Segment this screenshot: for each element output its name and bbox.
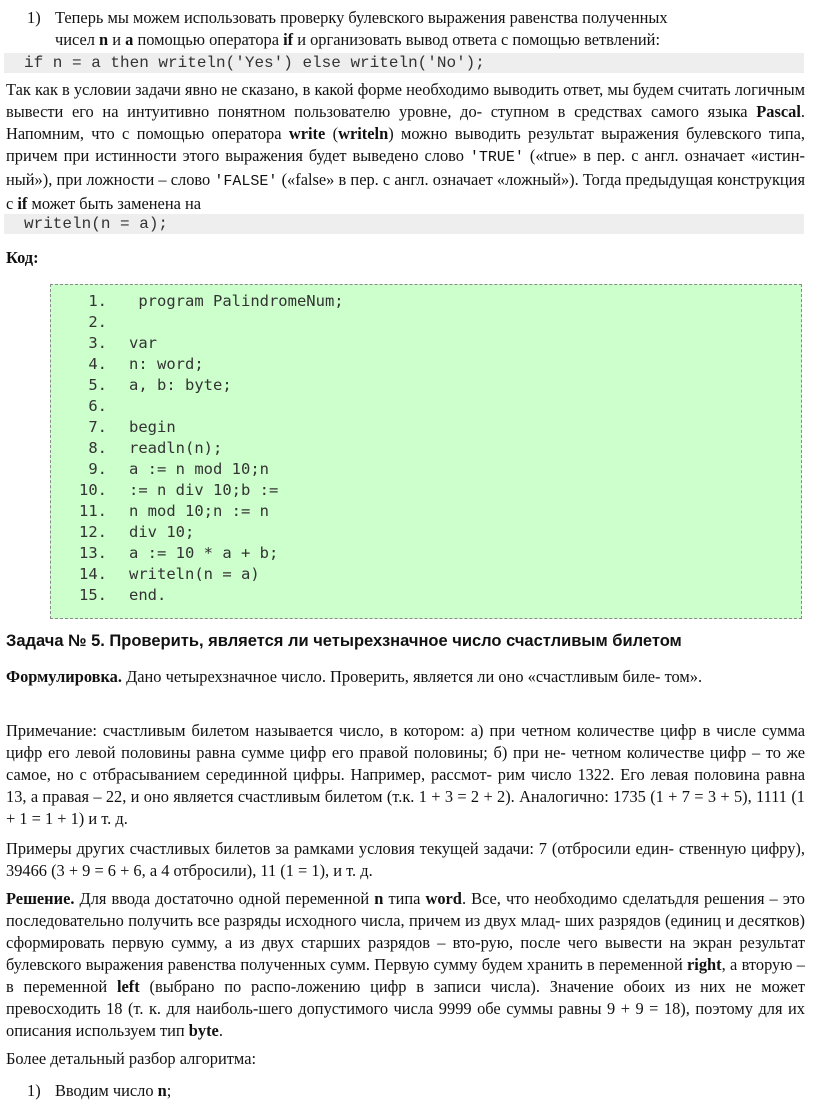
keyword: left <box>116 977 140 996</box>
keyword: right <box>687 955 722 974</box>
line-number: 1. <box>88 292 107 310</box>
text: ) можно выводить результат выражения булевского типа, причем при истинности этого выражения будет выведено слово <box>6 124 805 165</box>
keyword: Решение. <box>6 889 75 908</box>
code-text: := n div 10;b := <box>129 481 279 499</box>
line-number: 2. <box>88 313 107 331</box>
keyword: n <box>99 30 109 49</box>
keyword: Pascal <box>756 102 801 121</box>
code-line <box>71 585 166 606</box>
code-text: var <box>129 334 157 352</box>
text: . Все, что необходимо сделатьдля решения – это последовательно получить все разряды исходного числа, причем из двух млад- ших разрядов (единиц и десятков) сформировать первую сумму, а из двух старших разрядов – вто-рую, после чего вывести на экран результат булевского выражения равенства полученных сумм. Первую сумму будем хранить в переменной <box>6 889 805 974</box>
code-text: div 10; <box>129 523 195 541</box>
line-number: 4. <box>88 355 107 373</box>
code-line <box>71 291 344 312</box>
keyword: write <box>288 124 326 143</box>
keyword: n <box>157 1081 167 1100</box>
text: ; <box>166 1081 172 1100</box>
keyword: if <box>17 194 28 213</box>
text: может быть заменена на <box>27 194 202 213</box>
line-number: 6. <box>88 397 107 415</box>
code-text: end. <box>129 586 167 604</box>
text: , а вторую – в переменной <box>6 955 805 996</box>
code-line <box>71 522 194 543</box>
inline-code: 'TRUE' <box>469 149 524 166</box>
text: Дано четырехзначное число. Проверить, является ли оно «счастливым биле- том». <box>121 667 703 686</box>
paragraph-detail: Более детальный разбор алгоритма: <box>6 1049 257 1068</box>
list-number: 1) <box>27 8 41 27</box>
code-text: a := n mod 10;n <box>129 460 269 478</box>
line-number: 14. <box>79 565 107 583</box>
text: Для ввода достаточно одной переменной <box>74 889 375 908</box>
code-line <box>71 480 278 501</box>
line-number: 7. <box>88 418 107 436</box>
code-line <box>71 459 269 480</box>
code-line <box>71 375 232 396</box>
text: и <box>108 30 126 49</box>
line-number: 13. <box>79 544 107 562</box>
code-text: writeln(n = a) <box>129 565 260 583</box>
line-number: 15. <box>79 586 107 604</box>
code-label: Код: <box>6 248 39 267</box>
code-listing <box>50 284 802 619</box>
code-text: n: word; <box>129 355 204 373</box>
text: («true» в пер. с англ. означает «истин- ный»), при ложности – слово <box>6 146 805 189</box>
line-number: 10. <box>79 481 107 499</box>
line-number: 3. <box>88 334 107 352</box>
line-number: 11. <box>79 502 107 520</box>
text: . <box>218 1021 223 1040</box>
code-line <box>71 354 204 375</box>
code-line <box>71 396 129 417</box>
keyword: word <box>425 889 462 908</box>
text: чисел <box>55 30 100 49</box>
task-heading: Задача № 5. Проверить, является ли четырехзначное число счастливым билетом <box>6 632 682 650</box>
text: (выбрано по распо-ложению цифр в записи числа). Значение обоих из них не может превосходить 18 (т. к. для наиболь-шего допустимого числа 9999 обе суммы равны 9 + 9 = 18), поэтому для их описания используем тип <box>6 977 805 1040</box>
text: ( <box>325 124 339 143</box>
keyword: if <box>283 30 294 49</box>
keyword: byte <box>188 1021 219 1040</box>
paragraph-formulation <box>6 666 805 688</box>
code-line <box>71 312 129 333</box>
paragraph-note: Примечание: счастливым билетом называется число, в котором: а) при четном количестве цифр в числе сумма цифр его левой половины равна сумме цифр его правой половины; б) при не- четном количестве цифр – то же самое, но с отбрасыванием серединной цифры. Например, рассмот- рим число 1322. Его левая половина равна 13, а правая – 22, и оно является счастливым билетом (т.к. 1 + 3 = 2 + 2). Аналогично: 1735 (1 + 7 = 3 + 5), 1111 (1 + 1 = 1 + 1) и т. д. <box>6 721 805 828</box>
code-text: begin <box>129 418 176 436</box>
keyword: Формулировка. <box>6 667 122 686</box>
code-text: n mod 10;n := n <box>129 502 269 520</box>
keyword: a <box>125 30 134 49</box>
paragraph-examples: Примеры других счастливых билетов за рамками условия текущей задачи: 7 (отбросили един- ственную цифру), 39466 (3 + 9 = 6 + 6, а 4 отбросили), 11 (1 = 1), и т. д. <box>6 839 805 880</box>
paragraph-solution <box>6 888 805 1042</box>
line-number: 9. <box>88 460 107 478</box>
text: типа <box>383 889 426 908</box>
text: и организовать вывод ответа с помощью ветвлений: <box>293 30 661 49</box>
list-item-input-number <box>27 1080 805 1102</box>
text: Теперь мы можем использовать проверку булевского выражения равенства полученных <box>55 8 668 27</box>
code-line <box>71 564 260 585</box>
code-text: readln(n); <box>129 439 223 457</box>
code-text: a, b: byte; <box>129 376 232 394</box>
keyword: writeln <box>338 124 389 143</box>
code-text: a := 10 * a + b; <box>129 544 279 562</box>
text: Так как в условии задачи явно не сказано, в какой форме необходимо выводить ответ, мы будем считать логичным вывести его на интуитивно понятном пользователю уровне, до- ступном в средствах самого языка <box>6 80 805 121</box>
code-line <box>71 438 222 459</box>
code-snippet-if: if n = a then writeln('Yes') else writeln('No'); <box>4 53 804 73</box>
code-snippet-writeln: writeln(n = a); <box>4 214 804 234</box>
line-number: 5. <box>88 376 107 394</box>
code-text: program PalindromeNum; <box>129 292 344 310</box>
code-line <box>71 501 269 522</box>
code-line <box>71 417 176 438</box>
text: . Напомним, что с помощью оператора <box>6 102 805 143</box>
line-number: 8. <box>88 439 107 457</box>
line-number: 12. <box>79 523 107 541</box>
text: Вводим число <box>55 1081 158 1100</box>
inline-code: 'FALSE' <box>214 173 278 190</box>
code-line <box>71 543 278 564</box>
list-number: 1) <box>27 1081 41 1100</box>
code-line <box>71 333 157 354</box>
list-item-check-equality <box>27 7 805 51</box>
text: помощью оператора <box>133 30 284 49</box>
paragraph-output-explanation <box>6 79 805 215</box>
text: («false» в пер. с англ. означает «ложный»). Тогда предыдущая конструкция с <box>6 170 805 213</box>
keyword: n <box>374 889 384 908</box>
